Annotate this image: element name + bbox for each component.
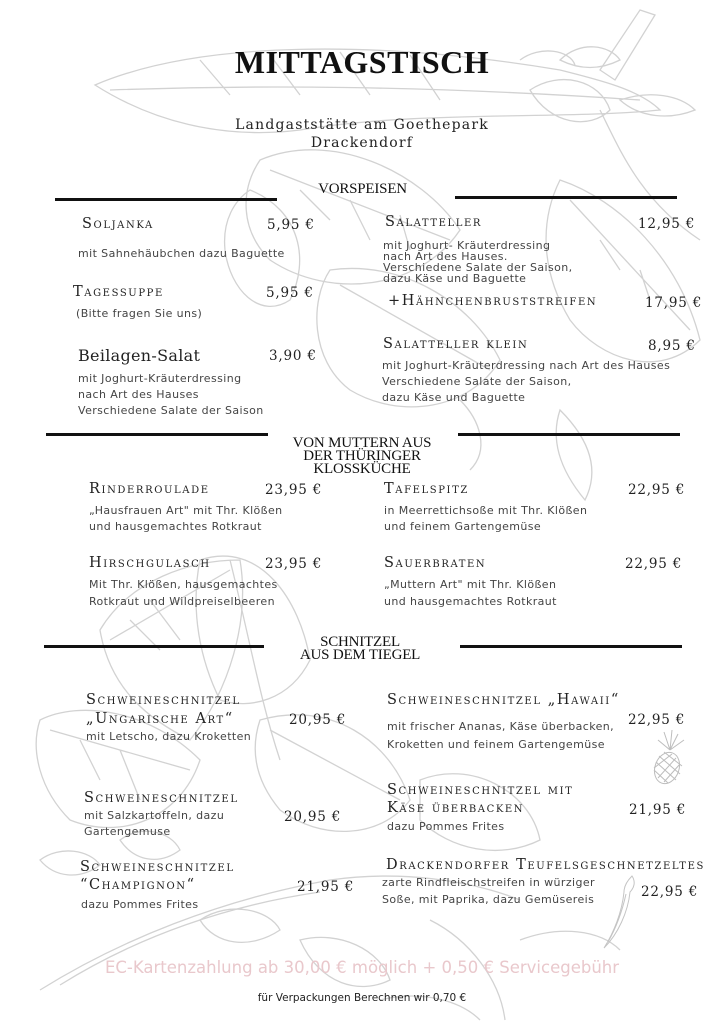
dish-price: 5,95 € (266, 285, 314, 301)
dish-price: 8,95 € (648, 338, 696, 354)
dish-description: zarte Rindfleischstreifen in würziger (382, 876, 595, 889)
dish-name: Soljanka (82, 216, 154, 232)
dish-description: mit Joghurt-Kräuterdressing nach Art des Hauses (382, 359, 671, 372)
dish-description: mit Salzkartoffeln, dazu (84, 809, 225, 822)
dish-description: dazu Pommes Frites (81, 898, 199, 911)
dish-description: mit Sahnehäubchen dazu Baguette (78, 247, 285, 260)
dish-description: und feinem Gartengemüse (384, 520, 542, 533)
chili-pepper-icon (600, 872, 640, 952)
section-divider-left (44, 645, 264, 648)
dish-name: Schweineschnitzel (80, 859, 235, 875)
dish-name: “Champignon“ (80, 877, 196, 893)
dish-price: 22,95 € (628, 482, 686, 498)
dish-price: 22,95 € (625, 556, 683, 572)
dish-description: „Hausfrauen Art" mit Thr. Klößen (89, 504, 283, 517)
section-heading-vorspeisen: VORSPEISEN (318, 181, 407, 197)
dish-price: 22,95 € (641, 884, 699, 900)
dish-description: Gartengemuse (84, 825, 171, 838)
dish-description: dazu Pommes Frites (387, 820, 505, 833)
dish-price: 20,95 € (284, 809, 342, 825)
dish-description: dazu Käse und Baguette (382, 391, 526, 404)
dish-name: +Hähnchenbruststreifen (388, 293, 598, 309)
dish-price: 21,95 € (629, 802, 687, 818)
dish-name: „Ungarische Art“ (86, 711, 234, 727)
dish-name: Salatteller (385, 214, 483, 230)
dish-description: Verschiedene Salate der Saison, (383, 261, 573, 274)
dish-name: Schweineschnitzel „Hawaii“ (387, 692, 620, 708)
dish-name: Tafelspitz (384, 481, 469, 497)
dish-description: „Muttern Art" mit Thr. Klößen (384, 578, 557, 591)
dish-name: Schweineschnitzel (86, 692, 241, 708)
dish-description: und hausgemachtes Rotkraut (384, 595, 557, 608)
dish-price: 20,95 € (289, 712, 347, 728)
dish-description: Verschiedene Salate der Saison (78, 404, 264, 417)
dish-description: und hausgemachtes Rotkraut (89, 520, 262, 533)
dish-price: 3,90 € (269, 348, 317, 364)
section-divider-left (55, 198, 277, 201)
dish-name: Hirschgulasch (89, 555, 211, 571)
dish-description: Soße, mit Paprika, dazu Gemüsereis (382, 893, 595, 906)
restaurant-location: Drackendorf (310, 135, 414, 151)
dish-description: nach Art des Hauses (78, 388, 199, 401)
dish-name: Drackendorfer Teufelsgeschnetzeltes (386, 857, 705, 873)
dish-description: mit Joghurt-Kräuterdressing (78, 372, 242, 385)
dish-price: 21,95 € (297, 879, 355, 895)
dish-name: Sauerbraten (384, 555, 487, 571)
packaging-note: für Verpackungen Berechnen wir 0,70 € (257, 992, 467, 1004)
section-divider-left (46, 433, 268, 436)
dish-description: mit frischer Ananas, Käse überbacken, (387, 720, 615, 733)
pineapple-icon (650, 728, 692, 786)
dish-name: Schweineschnitzel (84, 790, 239, 806)
section-divider-right (458, 433, 680, 436)
dish-price: 12,95 € (638, 216, 696, 232)
section-heading-klosskueche: VON MUTTERN AUS DER THÜRINGER KLOSSKÜCHE (292, 435, 432, 477)
dish-price: 23,95 € (265, 482, 323, 498)
dish-description: Kroketten und feinem Gartengemüse (387, 738, 605, 751)
dish-price: 22,95 € (628, 712, 686, 728)
section-heading-schnitzel: SCHNITZEL AUS DEM TIEGEL (299, 634, 421, 663)
dish-price: 17,95 € (645, 295, 703, 311)
page-title: MITTAGSTISCH (234, 44, 490, 80)
dish-name: Salatteller klein (383, 336, 529, 352)
restaurant-name: Landgaststätte am Goethepark (235, 117, 489, 133)
dish-name: Beilagen-Salat (78, 346, 201, 365)
dish-description: mit Joghurt- Kräuterdressing (383, 239, 551, 252)
section-divider-right (460, 645, 682, 648)
payment-note: EC-Kartenzahlung ab 30,00 € möglich + 0,50 € Servicegebühr (104, 958, 620, 977)
dish-price: 5,95 € (267, 217, 315, 233)
dish-description: Rotkraut und Wildpreiselbeeren (89, 595, 275, 608)
dish-name: Käse überbacken (387, 800, 525, 816)
dish-name: Rinderroulade (89, 481, 210, 497)
section-divider-right (455, 196, 677, 199)
dish-name: Schweineschnitzel mit (387, 782, 574, 798)
dish-description: dazu Käse und Baguette (383, 272, 527, 285)
dish-description: Verschiedene Salate der Saison, (382, 375, 572, 388)
dish-description: nach Art des Hauses. (383, 250, 508, 263)
dish-description: mit Letscho, dazu Kroketten (86, 730, 252, 743)
dish-description: Mit Thr. Klößen, hausgemachtes (89, 578, 278, 591)
dish-price: 23,95 € (265, 556, 323, 572)
dish-name: Tagessuppe (73, 284, 164, 300)
dish-description: (Bitte fragen Sie uns) (76, 307, 203, 320)
dish-description: in Meerrettichsoße mit Thr. Klößen (384, 504, 588, 517)
